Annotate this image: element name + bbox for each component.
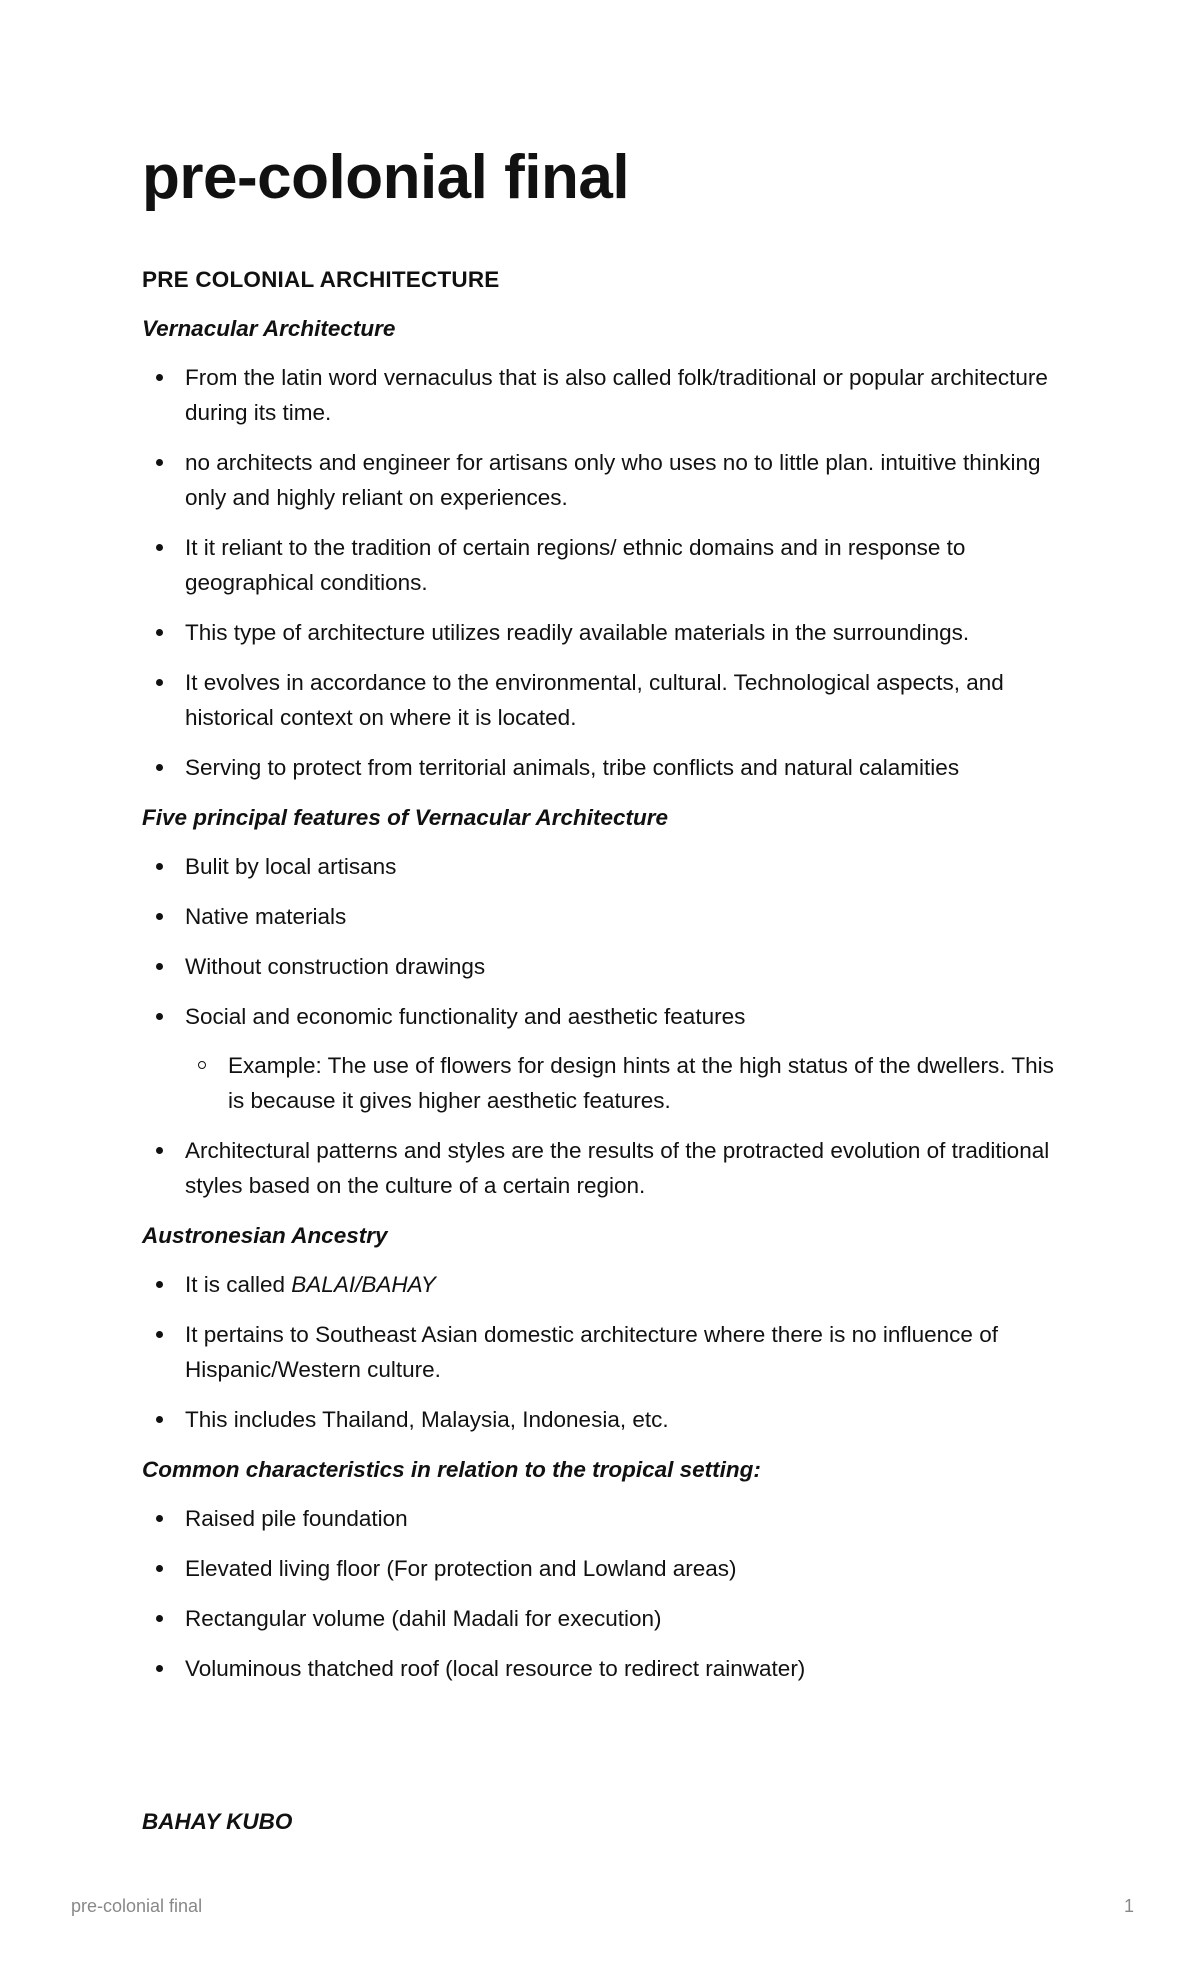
austronesian-list [142,1267,1062,1437]
footer-document-title: pre-colonial final [71,1896,203,1916]
document-body [142,262,1062,1853]
tropical-list [142,1501,1062,1686]
list-item-with-sublist [142,999,1062,1118]
list-item: Raised pile foundation [142,1501,1062,1536]
list-item: It it reliant to the tradition of certain regions/ ethnic domains and in response to geographical conditions. [142,530,1062,600]
features-list [142,849,1062,1203]
subheading-austronesian: Austronesian Ancestry [142,1223,388,1248]
list-item: Native materials [142,899,1062,934]
list-item: From the latin word vernaculus that is also called folk/traditional or popular architecture during its time. [142,360,1062,430]
subheading-tropical: Common characteristics in relation to the tropical setting: [142,1457,761,1482]
list-item-text: It is called [185,1272,292,1297]
subheading-features: Five principal features of Vernacular Architecture [142,805,669,830]
sub-list-item: Example: The use of flowers for design hints at the high status of the dwellers. This is because it gives higher aesthetic features. [185,1048,1062,1118]
list-item-text: Social and economic functionality and aesthetic features [185,1004,746,1029]
list-item: This includes Thailand, Malaysia, Indonesia, etc. [142,1402,1062,1437]
list-item: Serving to protect from territorial animals, tribe conflicts and natural calamities [142,750,1062,785]
section-heading-pre-colonial: PRE COLONIAL ARCHITECTURE [142,267,500,292]
list-item: It evolves in accordance to the environmental, cultural. Technological aspects, and historical context on where it is located. [142,665,1062,735]
page-title: pre-colonial final [142,143,630,212]
features-sublist [185,1048,1062,1118]
emphasized-term: BALAI/BAHAY [291,1272,436,1297]
list-item: Elevated living floor (For protection and Lowland areas) [142,1551,1062,1586]
list-item [142,1267,1062,1302]
list-item: This type of architecture utilizes readily available materials in the surroundings. [142,615,1062,650]
list-item: no architects and engineer for artisans only who uses no to little plan. intuitive thinking only and highly reliant on experiences. [142,445,1062,515]
list-item: Bulit by local artisans [142,849,1062,884]
list-item: Voluminous thatched roof (local resource to redirect rainwater) [142,1651,1062,1686]
footer-page-number: 1 [1123,1896,1134,1916]
blank-space [142,1701,1062,1804]
vernacular-list [142,360,1062,785]
list-item: Rectangular volume (dahil Madali for execution) [142,1601,1062,1636]
list-item: Architectural patterns and styles are the results of the protracted evolution of traditional styles based on the culture of a certain region. [142,1133,1062,1203]
subheading-vernacular: Vernacular Architecture [142,316,396,341]
list-item: Without construction drawings [142,949,1062,984]
subheading-bahay-kubo: BAHAY KUBO [142,1809,293,1834]
list-item: It pertains to Southeast Asian domestic architecture where there is no influence of Hispanic/Western culture. [142,1317,1062,1387]
